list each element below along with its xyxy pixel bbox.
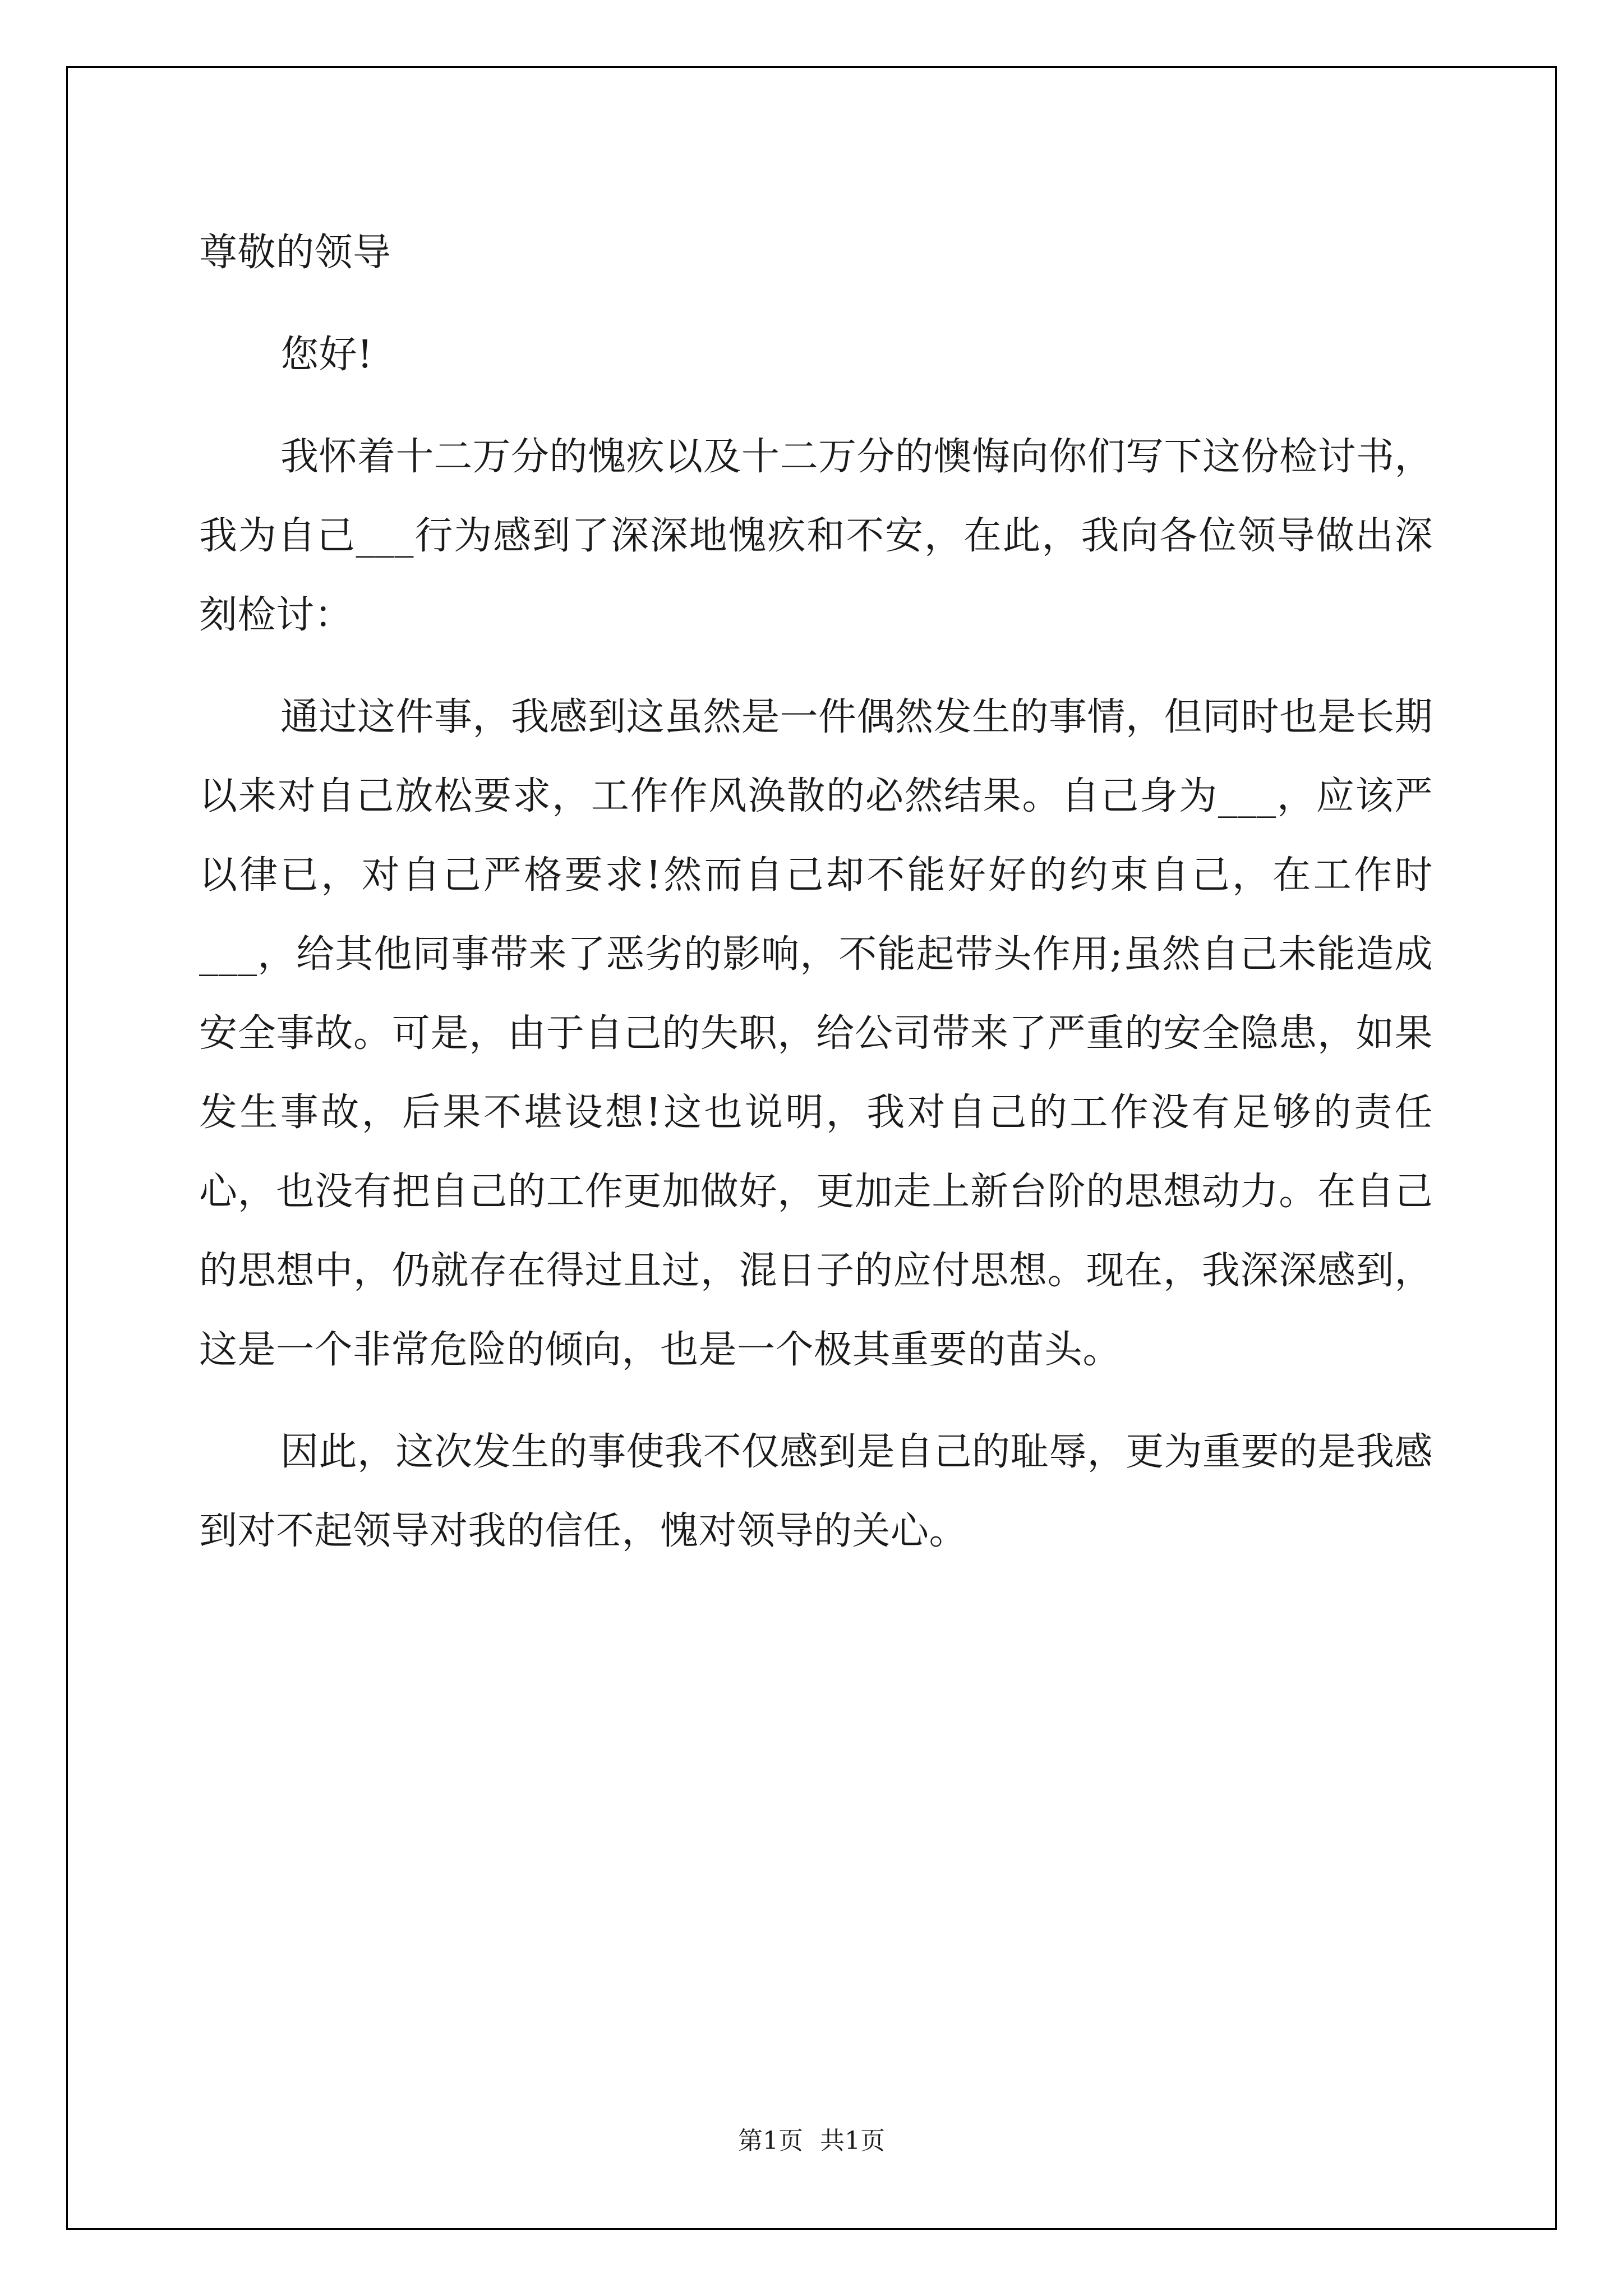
- paragraph-1: 我怀着十二万分的愧疚以及十二万分的懊悔向你们写下这份检讨书，我为自己___行为感到了深深地愧疚和不安，在此，我向各位领导做出深刻检讨：: [199, 435, 1433, 637]
- salutation: 尊敬的领导: [199, 231, 391, 275]
- paragraph-2: 通过这件事，我感到这虽然是一件偶然发生的事情，但同时也是长期以来对自己放松要求，工作作风涣散的必然结果。自己身为___，应该严以律已，对自己严格要求!然而自己却不能好好的约束自己，在工作时___，给其他同事带来了恶劣的影响，不能起带头作用;虽然自己未能造成安全事故。可是，由于自己的失职，给公司带来了严重的安全隐患，如果发生事故，后果不堪设想!这也说明，我对自己的工作没有足够的责任心，也没有把自己的工作更加做好，更加走上新台阶的思想动力。在自己的思想中，仍就存在得过且过，混日子的应付思想。现在，我深深感到，这是一个非常危险的倾向，也是一个极其重要的苗头。: [199, 695, 1433, 1372]
- page-number-current: 第1页: [738, 2127, 803, 2155]
- letter-body: [199, 213, 1433, 1594]
- page-number-total: 共1页: [820, 2127, 885, 2155]
- page-footer: [0, 2120, 1623, 2156]
- greeting: 您好!: [280, 333, 373, 377]
- paragraph-3: 因此，这次发生的事使我不仅感到是自己的耻辱，更为重要的是我感到对不起领导对我的信任，愧对领导的关心。: [199, 1430, 1433, 1553]
